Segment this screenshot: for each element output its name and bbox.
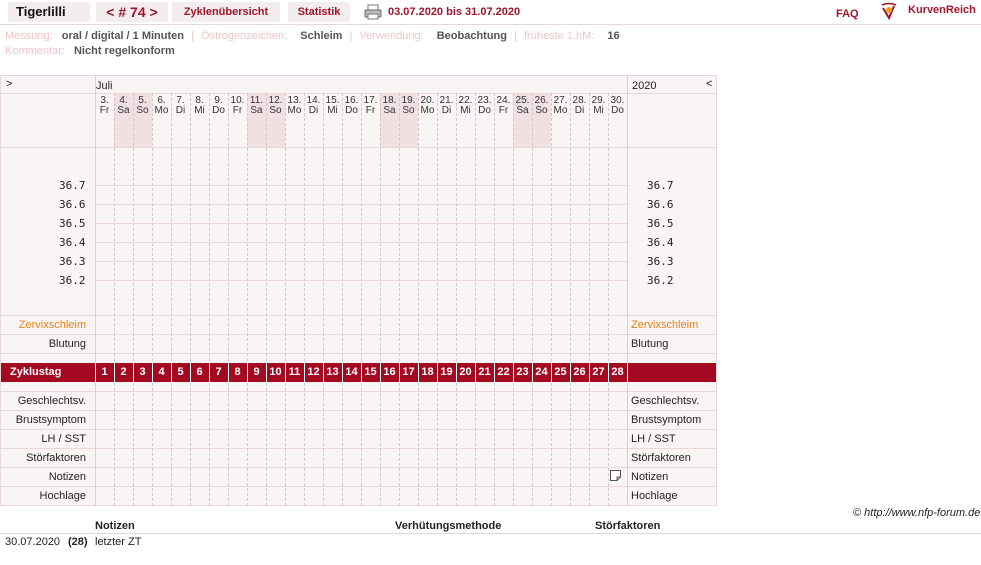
grid-vline: [532, 93, 533, 506]
weekday: Sa: [516, 105, 529, 116]
temp-label-right: 36.4: [647, 236, 674, 249]
zyklustag-number: 13: [326, 366, 339, 378]
temp-label-right: 36.6: [647, 198, 674, 211]
weekday: Di: [175, 105, 186, 116]
row-label-right: Hochlage: [631, 490, 678, 502]
grid-vline: [304, 93, 305, 506]
row-label-left: Hochlage: [39, 490, 86, 502]
brand-name[interactable]: KurvenReich: [908, 4, 976, 16]
grid-vline: [133, 93, 134, 506]
grid-vline: [323, 93, 324, 506]
day-number: 27.: [553, 95, 568, 106]
day-number: 14.: [306, 95, 321, 106]
weekday: Fr: [99, 105, 110, 116]
zyklustag-number: 7: [215, 366, 222, 378]
separator: |: [191, 30, 194, 42]
day-header: [418, 96, 437, 116]
separator: |: [349, 30, 353, 42]
day-number: 10.: [230, 95, 245, 106]
zyklustag-separator: [304, 363, 305, 382]
zyklustag-separator: [513, 363, 514, 382]
zyklustag-number: 10: [269, 366, 282, 378]
temp-label-left: 36.3: [59, 255, 86, 268]
user-name: Tigerlilli: [8, 2, 90, 22]
weekday: Do: [345, 105, 358, 116]
day-header: [608, 96, 627, 116]
grid-vline: [399, 93, 400, 506]
measurement-info: [5, 30, 620, 42]
day-header: [456, 96, 475, 116]
day-number: 8.: [195, 95, 204, 106]
row-label-left: Störfaktoren: [26, 452, 86, 464]
row-label-right: Störfaktoren: [631, 452, 691, 464]
date-range: 03.07.2020 bis 31.07.2020: [388, 6, 521, 18]
zyklustag-separator: [133, 363, 134, 382]
weekday: Do: [611, 105, 624, 116]
row-label-left: Brustsymptom: [15, 414, 86, 426]
weekday: So: [269, 105, 282, 116]
grid-vline: [570, 93, 571, 506]
zyklustag-number: 15: [364, 366, 377, 378]
grid-vline: [418, 93, 419, 506]
day-number: 20.: [420, 95, 435, 106]
tab-statistik[interactable]: Statistik: [288, 2, 350, 22]
day-header: [171, 96, 190, 116]
col-verhuetungsmethode: Verhütungsmethode: [395, 520, 502, 532]
day-header: [247, 96, 266, 116]
weekday: Sa: [250, 105, 263, 116]
grid-vline: [95, 75, 96, 506]
day-header: [475, 96, 494, 116]
temp-label-left: 36.4: [59, 236, 86, 249]
entry-note: letzter ZT: [95, 536, 142, 548]
zyklustag-number: 18: [421, 366, 434, 378]
weekday: Fr: [365, 105, 376, 116]
day-number: 26.: [534, 95, 549, 106]
zyklustag-number: 12: [307, 366, 320, 378]
zyklustag-separator: [228, 363, 229, 382]
weekday: Do: [212, 105, 225, 116]
zyklustag-separator: [152, 363, 153, 382]
cycle-navigator[interactable]: < # 74 >: [96, 2, 168, 22]
weekday: So: [402, 105, 415, 116]
day-number: 28.: [572, 95, 587, 106]
zyklustag-number: 1: [101, 366, 108, 378]
day-header: [114, 96, 133, 116]
row-label-right: Geschlechtsv.: [631, 395, 700, 407]
zyklustag-separator: [380, 363, 381, 382]
zyklustag-separator: [95, 363, 96, 382]
day-number: 11.: [249, 95, 264, 106]
day-header: [589, 96, 608, 116]
day-header: [133, 96, 152, 116]
weekday: Mo: [287, 105, 302, 116]
grid-vline: [361, 93, 362, 506]
weekday: Mi: [327, 105, 338, 116]
day-header: [570, 96, 589, 116]
copyright[interactable]: © http://www.nfp-forum.de: [853, 507, 981, 519]
weekday: So: [136, 105, 149, 116]
temp-label-right: 36.3: [647, 255, 674, 268]
day-number: 6.: [157, 95, 166, 106]
day-number: 21.: [439, 95, 454, 106]
weekday: Di: [441, 105, 452, 116]
zyklustag-separator: [399, 363, 400, 382]
verwendung-value: Beobachtung: [436, 30, 507, 42]
messung-value: oral / digital / 1 Minuten: [61, 30, 184, 42]
temp-label-left: 36.5: [59, 217, 86, 230]
zyklustag-separator: [456, 363, 457, 382]
weekday: Fr: [498, 105, 509, 116]
grid-vline: [380, 93, 381, 506]
weekday: Fr: [232, 105, 243, 116]
entry-date: 30.07.2020: [5, 536, 61, 548]
tab-zyklenuebersicht[interactable]: Zyklenübersicht: [172, 2, 280, 22]
grid-vline: [285, 93, 286, 506]
zyklustag-number: 21: [478, 366, 491, 378]
day-number: 3.: [100, 95, 109, 106]
zyklustag-separator: [589, 363, 590, 382]
zyklustag-separator: [494, 363, 495, 382]
weekday: Sa: [383, 105, 396, 116]
weekday: Mi: [460, 105, 471, 116]
zyklustag-separator: [475, 363, 476, 382]
weekday: Do: [478, 105, 491, 116]
day-header: [209, 96, 228, 116]
grid-vline: [513, 93, 514, 506]
zyklustag-number: 9: [253, 366, 260, 378]
zyklustag-number: 19: [440, 366, 453, 378]
separator: |: [514, 30, 517, 42]
zyklustag-number: 25: [554, 366, 567, 378]
zyklustag-number: 20: [459, 366, 472, 378]
zyklustag-separator: [437, 363, 438, 382]
day-number: 9.: [214, 95, 223, 106]
zyklustag-separator: [114, 363, 115, 382]
zyklustag-number: 4: [158, 366, 165, 378]
day-number: 5.: [138, 95, 147, 106]
messung-label: Messung:: [5, 30, 53, 42]
temp-label-right: 36.2: [647, 274, 674, 287]
day-header: [304, 96, 323, 116]
row-label-right: LH / SST: [631, 433, 676, 445]
zyklustag-separator: [190, 363, 191, 382]
grid-vline: [475, 93, 476, 506]
zyklustag-number: 23: [516, 366, 529, 378]
faq-link[interactable]: FAQ: [836, 8, 859, 20]
day-number: 15.: [325, 95, 340, 106]
chart-nav-right[interactable]: <: [706, 78, 713, 90]
zyklustag-number: 17: [402, 366, 415, 378]
comment-info: [5, 45, 175, 57]
grid-vline: [266, 93, 267, 506]
zyklustag-separator: [323, 363, 324, 382]
temp-label-left: 36.6: [59, 198, 86, 211]
oestrogen-value: Schleim: [300, 30, 343, 42]
day-number: 25.: [515, 95, 530, 106]
day-header: [513, 96, 532, 116]
temp-label-left: 36.2: [59, 274, 86, 287]
zyklustag-separator: [209, 363, 210, 382]
zyklustag-number: 16: [383, 366, 396, 378]
oestrogen-label: Östrogenzeichen:: [200, 30, 288, 42]
day-header: [152, 96, 171, 116]
grid-vline: [551, 93, 552, 506]
zyklustag-separator: [361, 363, 362, 382]
zyklustag-number: 27: [592, 366, 605, 378]
zyklustag-number: 14: [345, 366, 358, 378]
day-number: 16.: [344, 95, 359, 106]
temp-label-right: 36.7: [647, 179, 674, 192]
day-number: 13.: [287, 95, 302, 106]
weekday: Mo: [553, 105, 568, 116]
zyklustag-separator: [418, 363, 419, 382]
weekday: Mi: [194, 105, 205, 116]
day-number: 7.: [176, 95, 185, 106]
kommentar-label: Kommentar:: [5, 45, 65, 57]
temp-label-left: 36.7: [59, 179, 86, 192]
month-label: Juli: [96, 80, 113, 92]
zyklustag-number: 28: [611, 366, 624, 378]
zyklustag-number: 6: [196, 366, 203, 378]
weekday: Mo: [420, 105, 435, 116]
day-number: 18.: [382, 95, 397, 106]
day-number: 22.: [458, 95, 473, 106]
divider: [0, 533, 981, 534]
grid-vline: [152, 93, 153, 506]
chart-nav-left[interactable]: >: [6, 78, 13, 90]
zyklustag-separator: [285, 363, 286, 382]
grid-vline: [190, 93, 191, 506]
grid-vline: [437, 93, 438, 506]
hm-value: 16: [607, 30, 620, 42]
col-stoerfaktoren: Störfaktoren: [595, 520, 661, 532]
weekday: Mi: [593, 105, 604, 116]
day-header: [437, 96, 456, 116]
day-header: [323, 96, 342, 116]
row-label-left: Notizen: [48, 471, 86, 483]
year-label: 2020: [632, 80, 657, 92]
grid-vline: [114, 93, 115, 506]
day-header: [342, 96, 361, 116]
weekday: So: [535, 105, 548, 116]
day-header: [228, 96, 247, 116]
zyklustag-number: 2: [120, 366, 127, 378]
zyklustag-separator: [342, 363, 343, 382]
day-header: [361, 96, 380, 116]
row-label-right: Brustsymptom: [631, 414, 702, 426]
row-label-left: LH / SST: [41, 433, 86, 445]
zyklustag-number: 3: [139, 366, 146, 378]
zyklustag-number: 5: [177, 366, 184, 378]
zyklustag-number: 11: [288, 366, 301, 378]
grid-vline: [456, 93, 457, 506]
hm-label: früheste 1.hM:: [523, 30, 595, 42]
row-label-right: Notizen: [631, 471, 669, 483]
zyklustag-separator: [266, 363, 267, 382]
day-number: 17.: [363, 95, 378, 106]
day-number: 12.: [268, 95, 283, 106]
top-bar: [0, 0, 981, 25]
grid-vline: [608, 93, 609, 506]
grid-vline: [494, 93, 495, 506]
weekday: Di: [308, 105, 319, 116]
weekday: Mo: [154, 105, 169, 116]
grid-vline: [342, 93, 343, 506]
weekday: Sa: [117, 105, 130, 116]
day-header: [266, 96, 285, 116]
day-header: [551, 96, 570, 116]
temp-label-right: 36.5: [647, 217, 674, 230]
zyklustag-separator: [627, 363, 628, 382]
zyklustag-label: Zyklustag: [10, 366, 62, 378]
zyklustag-separator: [171, 363, 172, 382]
day-number: 4.: [119, 95, 128, 106]
weekday: Di: [574, 105, 585, 116]
grid-vline: [627, 75, 628, 506]
day-number: 30.: [610, 95, 625, 106]
day-number: 29.: [591, 95, 606, 106]
chart-frame: [0, 75, 717, 506]
zyklustag-number: 24: [535, 366, 548, 378]
row-label-left: Geschlechtsv.: [17, 395, 86, 407]
kommentar-value: Nicht regelkonform: [73, 45, 175, 57]
day-header: [399, 96, 418, 116]
day-header: [532, 96, 551, 116]
day-header: [95, 96, 114, 116]
zyklustag-separator: [532, 363, 533, 382]
day-number: 24.: [496, 95, 511, 106]
grid-vline: [209, 93, 210, 506]
zyklustag-number: 22: [497, 366, 510, 378]
zyklustag-number: 8: [234, 366, 241, 378]
grid-vline: [247, 93, 248, 506]
note-icon[interactable]: [610, 470, 621, 481]
day-header: [380, 96, 399, 116]
day-number: 23.: [477, 95, 492, 106]
zyklustag-separator: [608, 363, 609, 382]
row-label-right: Blutung: [631, 338, 669, 350]
day-header: [285, 96, 304, 116]
zyklustag-separator: [570, 363, 571, 382]
grid-vline: [228, 93, 229, 506]
col-notizen: Notizen: [95, 520, 135, 532]
row-label-left: Blutung: [48, 338, 86, 350]
zyklustag-number: 26: [573, 366, 586, 378]
grid-vline: [171, 93, 172, 506]
printer-icon[interactable]: [364, 4, 382, 20]
zyklustag-separator: [551, 363, 552, 382]
grid-vline: [589, 93, 590, 506]
row-label-left: Zervixschleim: [18, 319, 86, 331]
verwendung-label: Verwendung:: [359, 30, 424, 42]
day-header: [190, 96, 209, 116]
zyklustag-separator: [247, 363, 248, 382]
entry-day: (28): [68, 536, 88, 548]
day-header: [494, 96, 513, 116]
day-number: 19.: [401, 95, 416, 106]
row-label-right: Zervixschleim: [631, 319, 699, 331]
